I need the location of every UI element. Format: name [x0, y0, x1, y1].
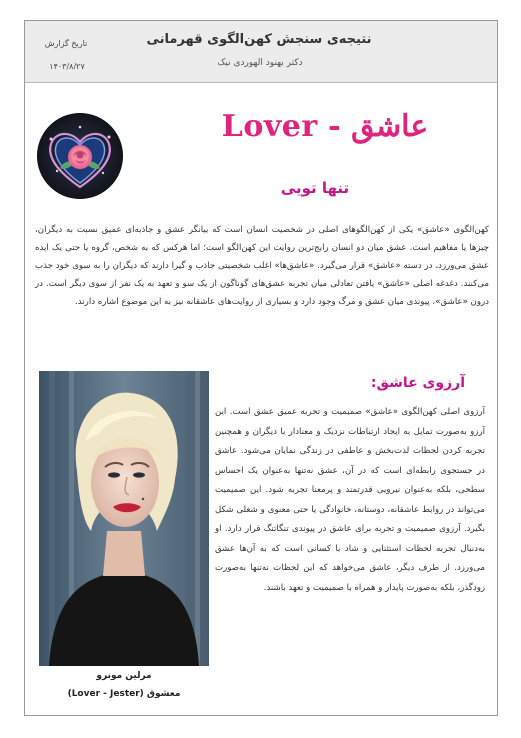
heart-rose-emblem-svg	[37, 113, 123, 199]
report-date-label: تاریخ گزارش	[44, 39, 88, 48]
section-heading: آرزوی عاشق:	[370, 375, 465, 391]
archetype-subtitle: تنها تویی	[280, 179, 350, 197]
report-title: نتیجه‌ی سنجش کهن‌الگوی قهرمانی	[146, 32, 372, 47]
report-header	[25, 21, 497, 83]
portrait-photo-svg	[39, 371, 209, 666]
photo-caption-name: مرلین مونرو	[96, 671, 152, 681]
section-paragraph: آرزوی اصلی کهن‌الگوی «عاشق» صمیمیت و تجربه عمیق عشق است. این آرزو به‌صورت تمایل به ایجاد ارتباطات نزدیک و معنادار با دیگران و همچنین تجربه کردن لحظات لذت‌بخش و عاطفی در زندگی نمایان می‌شود. عاشق در جستجوی رابطه‌ای است که در آن، عشق نه‌تنها به‌عنوان یک احساس سطحی، بلکه به‌عنوان نیرویی قدرتمند و پرمعنا تجربه شود. این صمیمیت می‌تواند در روابط عاشقانه، دوستانه، خانوادگی یا حتی معنوی و شغلی شکل بگیرد. آرزوی صمیمیت و تجربه برای عاشق در پیوندی تنگاتنگ قرار دارد. او به‌دنبال تجربه لحظات استثنایی و شاد با کسانی است که به آن‌ها عشق می‌ورزد. از طرف دیگر، عاشق می‌خواهد که این لحظات نه‌تنها به‌صورت زودگذر، بلکه به‌صورت پایدار و همراه با صمیمیت و تعهد باشند.	[215, 407, 485, 593]
portrait-photo	[39, 371, 209, 666]
archetype-title: عاشق - Lover	[221, 109, 429, 144]
intro-paragraph: کهن‌الگوی «عاشق» یکی از کهن‌الگوهای اصلی در شخصیت انسان است که بیانگر عشق و جاذبه‌ای عمیق نسبت به دیگران، چیزها یا مفاهیم است. عشق میان دو انسان رایج‌ترین روایت این کهن‌الگو است؛ اما هرکس که به شخص، گروه یا حتی یک ایده عشق می‌ورزد، در دسته «عاشق» قرار می‌گیرد. «عاشق‌ها» اغلب شخصیتی جاذب و گیرا دارند که دیگران را به سوی خود جذب می‌کنند. دغدغه اصلی «عاشق» یافتن تعادلی میان تجربه عشق‌های گوناگون از یک سو و تعهد به یک نفر از سوی دیگر است. در درون «عاشق»، پیوندی میان عشق و مرگ وجود دارد و بسیاری از روایت‌های عاشقانه نیز به این موضوع اشاره دارند.	[35, 225, 489, 307]
report-page	[24, 20, 498, 716]
report-date: ۱۴۰۳/۸/۲۷	[49, 62, 85, 71]
heart-rose-emblem-icon	[37, 113, 123, 199]
report-author: دکتر بهنود الهوردی نیک	[217, 58, 303, 68]
photo-caption-role: معشوق (Lover - Jester)	[67, 689, 181, 699]
